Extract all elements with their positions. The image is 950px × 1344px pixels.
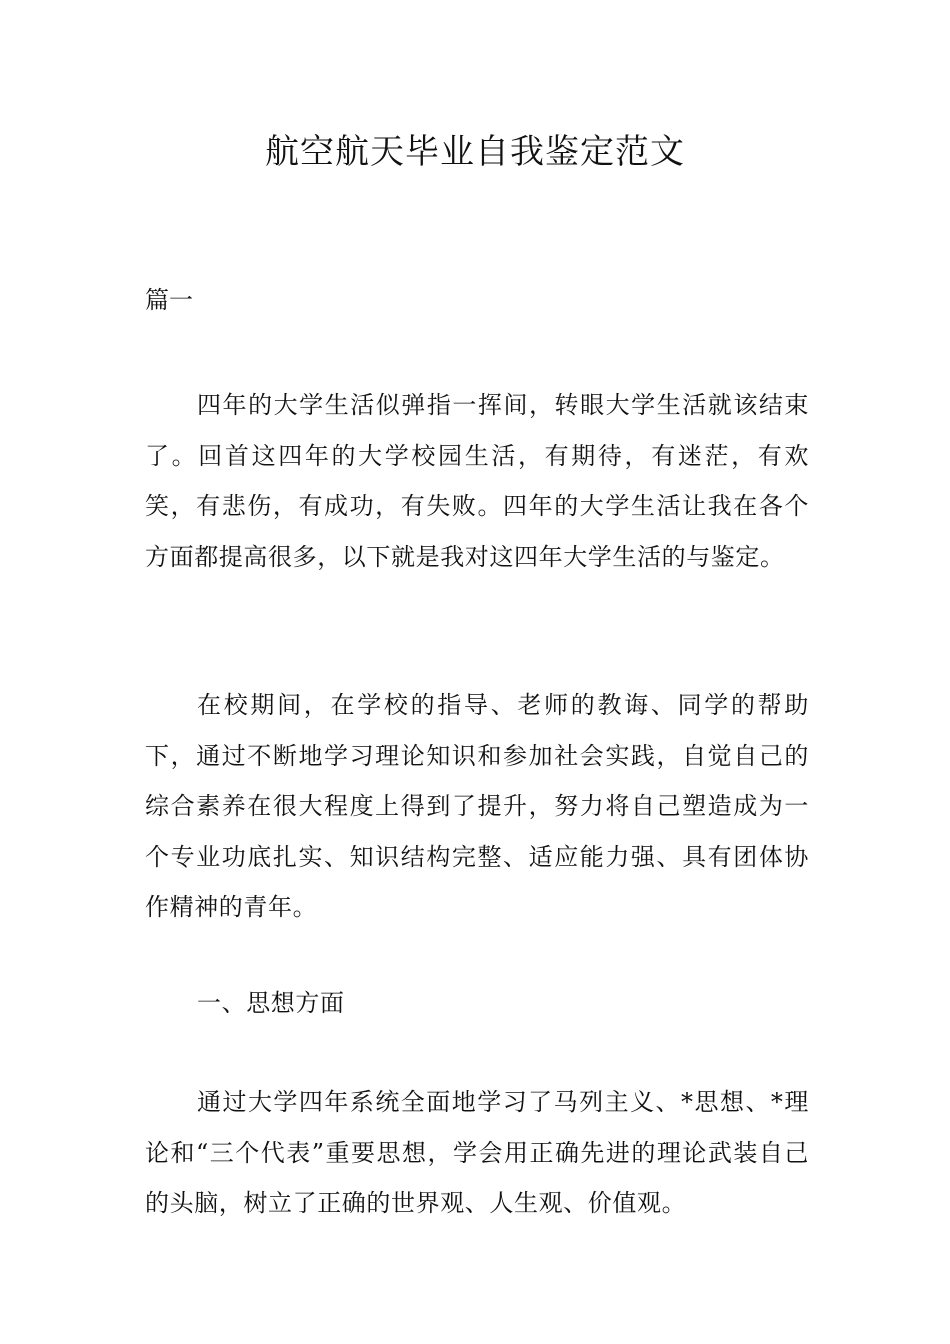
- subheading-thought: 一、思想方面: [197, 989, 345, 1017]
- paragraph-3: 通过大学四年系统全面地学习了马列主义、*思想、*理论和“三个代表”重要思想，学会用正确先进的理论武装自己的头脑，树立了正确的世界观、人生观、价值观。: [145, 1088, 809, 1217]
- paragraph-2: 在校期间，在学校的指导、老师的教诲、同学的帮助下，通过不断地学习理论知识和参加社会实践，自觉自己的综合素养在很大程度上得到了提升，努力将自己塑造成为一个专业功底扎实、知识结构完整、适应能力强、具有团体协作精神的青年。: [145, 691, 809, 921]
- document-title: 航空航天毕业自我鉴定范文: [265, 132, 685, 172]
- section-label: 篇一: [145, 286, 193, 314]
- paragraph-1: 四年的大学生活似弹指一挥间，转眼大学生活就该结束了。回首这四年的大学校园生活，有期待，有迷茫，有欢笑，有悲伤，有成功，有失败。四年的大学生活让我在各个方面都提高很多，以下就是我对这四年大学生活的与鉴定。: [145, 391, 809, 571]
